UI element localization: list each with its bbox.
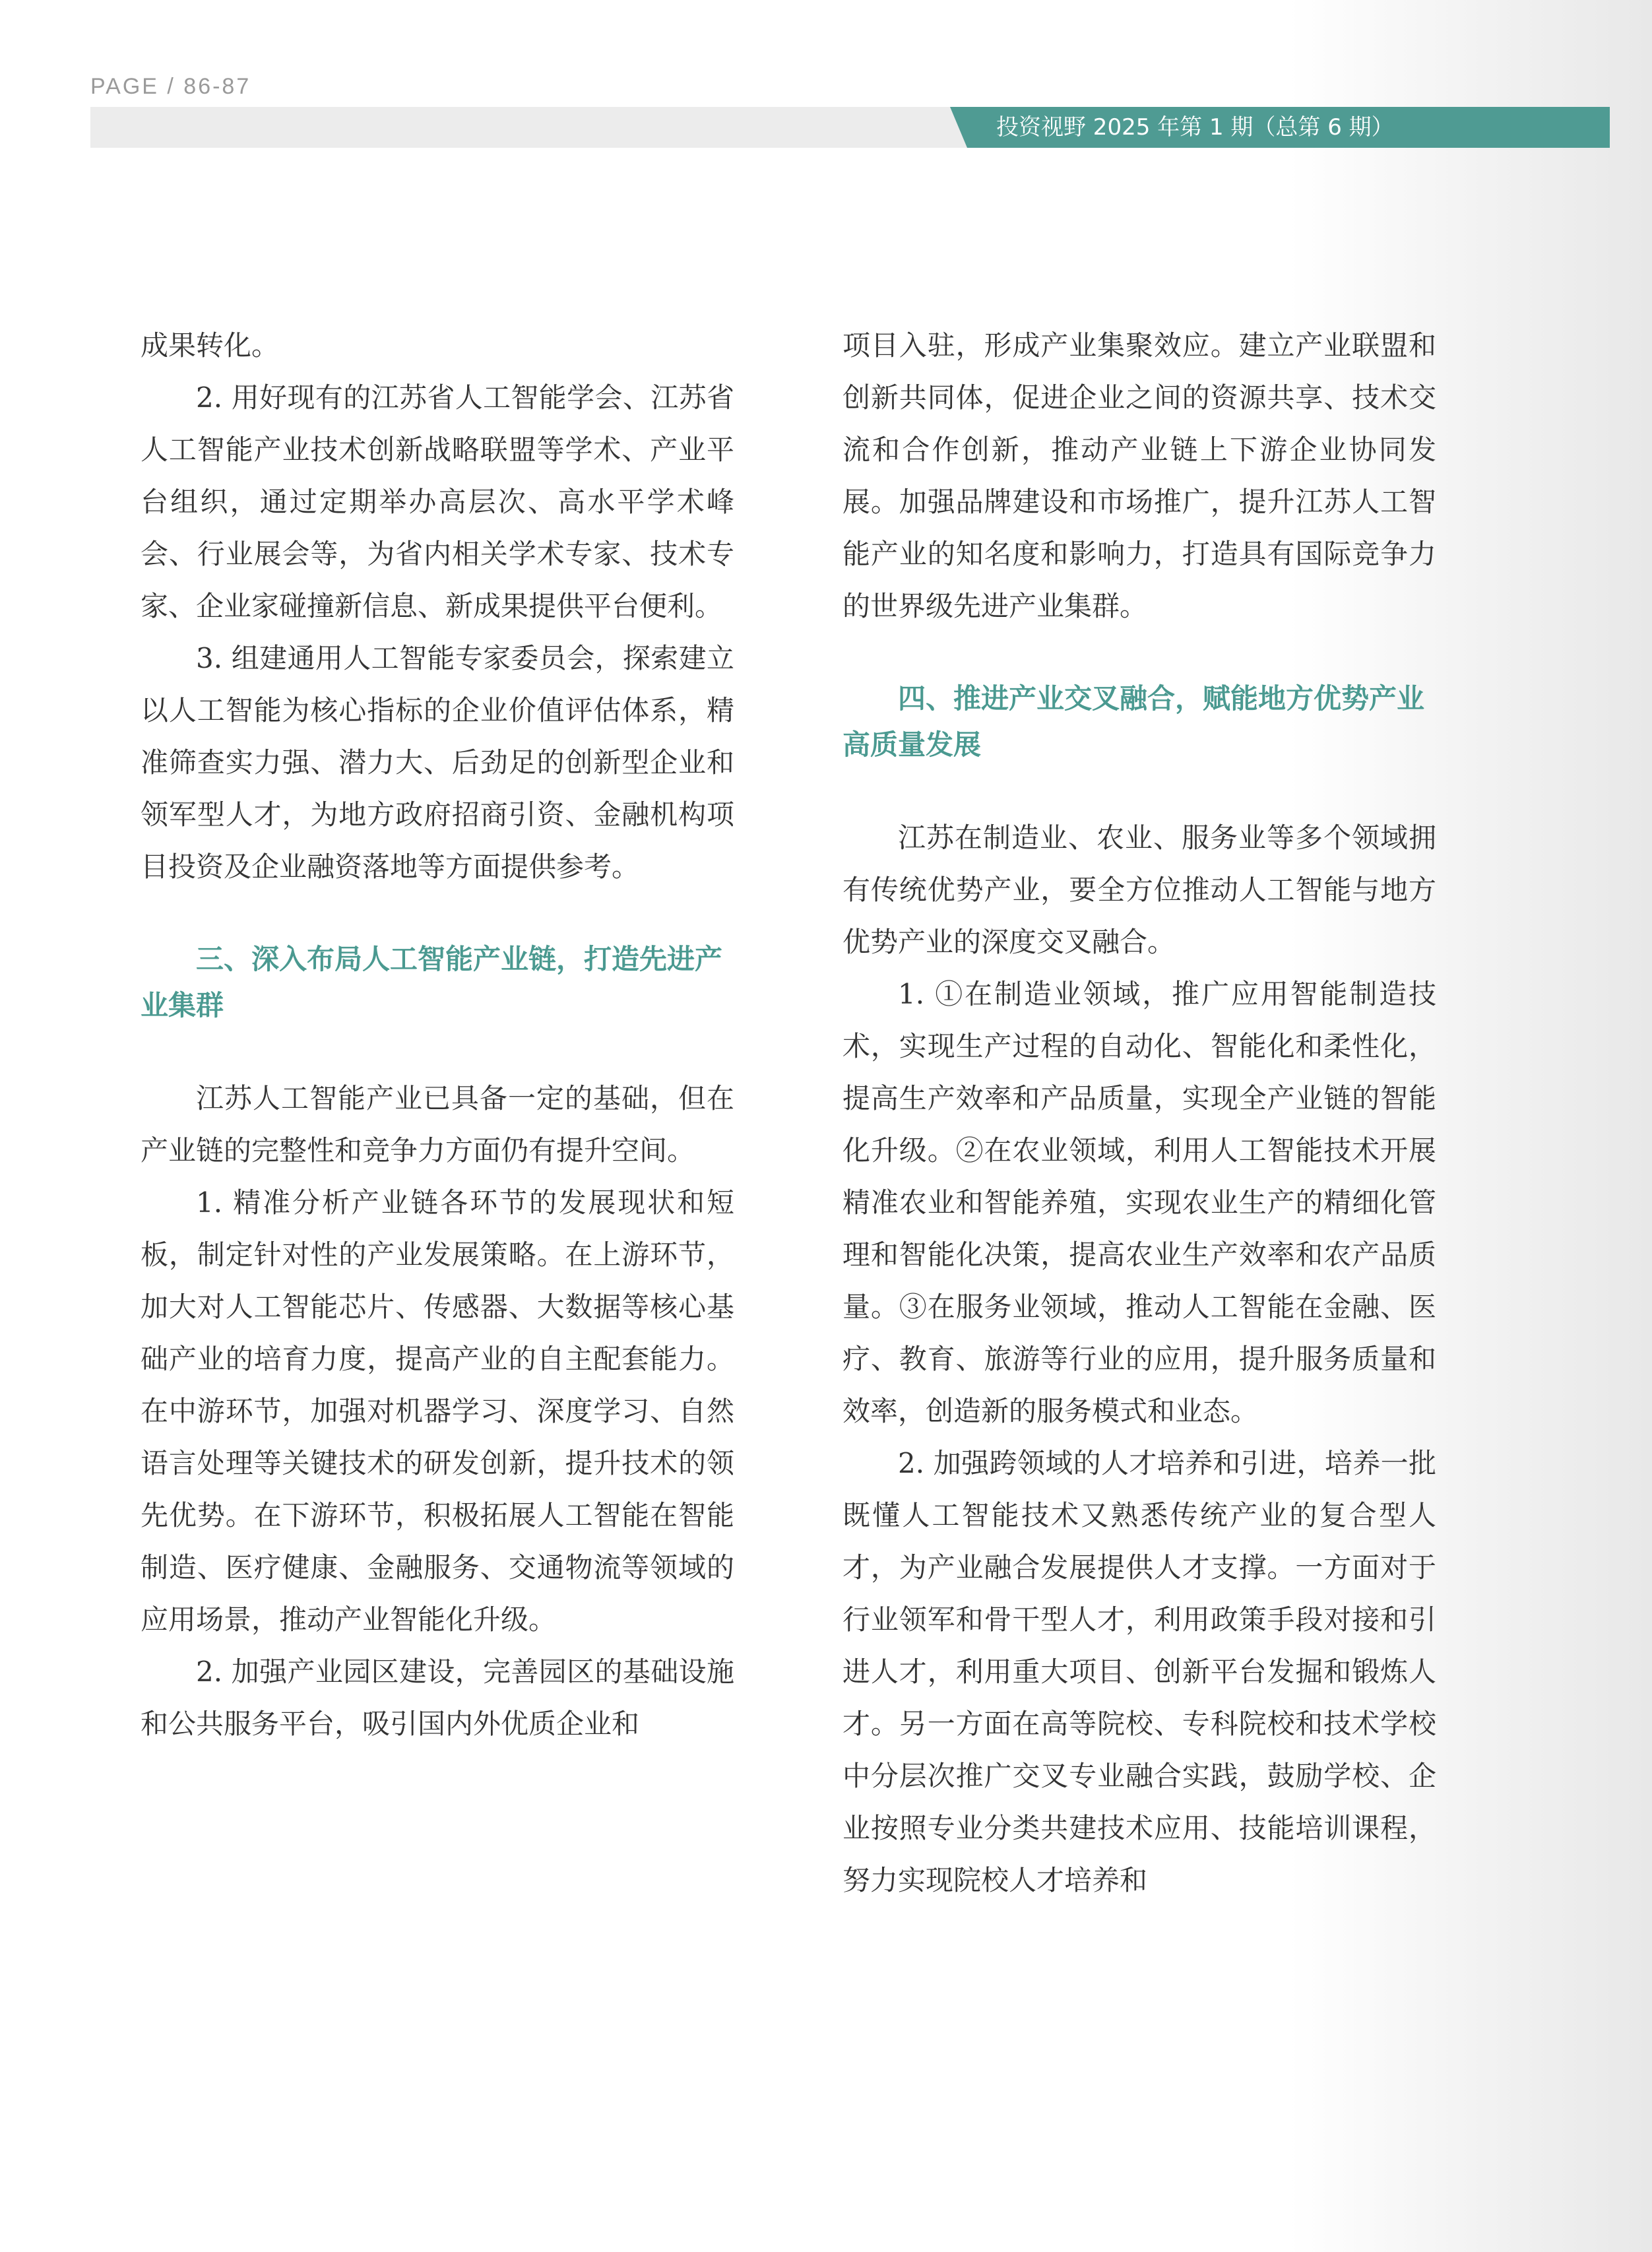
paragraph: 2. 用好现有的江苏省人工智能学会、江苏省人工智能产业技术创新战略联盟等学术、产业平台组织，通过定期举办高层次、高水平学术峰会、行业展会等，为省内相关学术专家、技术专家、企业家碰撞新信息、新成果提供平台便利。 bbox=[141, 381, 734, 622]
paragraph: 成果转化。 bbox=[141, 329, 280, 362]
paragraph: 项目入驻，形成产业集聚效应。建立产业联盟和创新共同体，促进企业之间的资源共享、技术交流和合作创新，推动产业链上下游企业协同发展。加强品牌建设和市场推广，提升江苏人工智能产业的知名度和影响力，打造具有国际竞争力的世界级先进产业集群。 bbox=[842, 329, 1436, 622]
section-heading-4: 四、推进产业交叉融合，赋能地方优势产业高质量发展 bbox=[842, 682, 1425, 761]
right-column bbox=[842, 319, 1436, 1906]
paragraph: 江苏在制造业、农业、服务业等多个领域拥有传统优势产业，要全方位推动人工智能与地方优势产业的深度交叉融合。 bbox=[842, 821, 1436, 958]
paragraph: 1. 精准分析产业链各环节的发展现状和短板，制定针对性的产业发展策略。在上游环节，加大对人工智能芯片、传感器、大数据等核心基础产业的培育力度，提高产业的自主配套能力。在中游环节，加强对机器学习、深度学习、自然语言处理等关键技术的研发创新，提升技术的领先优势。在下游环节，积极拓展人工智能在智能制造、医疗健康、金融服务、交通物流等领域的应用场景，推动产业智能化升级。 bbox=[141, 1186, 734, 1636]
paragraph: 2. 加强跨领域的人才培养和引进，培养一批既懂人工智能技术又熟悉传统产业的复合型人才，为产业融合发展提供人才支撑。一方面对于行业领军和骨干型人才，利用政策手段对接和引进人才，利用重大项目、创新平台发掘和锻炼人才。另一方面在高等院校、专科院校和技术学校中分层次推广交叉专业融合实践，鼓励学校、企业按照专业分类共建技术应用、技能培训课程，努力实现院校人才培养和 bbox=[842, 1447, 1436, 1896]
left-column bbox=[141, 319, 734, 1750]
page-number: PAGE / 86-87 bbox=[90, 74, 251, 99]
paragraph: 3. 组建通用人工智能专家委员会，探索建立以人工智能为核心指标的企业价值评估体系，精准筛查实力强、潜力大、后劲足的创新型企业和领军型人才，为地方政府招商引资、金融机构项目投资及企业融资落地等方面提供参考。 bbox=[141, 642, 734, 883]
journal-issue-title: 投资视野 2025 年第 1 期（总第 6 期） bbox=[996, 114, 1394, 141]
paragraph: 1. ①在制造业领域，推广应用智能制造技术，实现生产过程的自动化、智能化和柔性化，提高生产效率和产品质量，实现全产业链的智能化升级。②在农业领域，利用人工智能技术开展精准农业和智能养殖，实现农业生产的精细化管理和智能化决策，提高农业生产效率和农产品质量。③在服务业领域，推动人工智能在金融、医疗、教育、旅游等行业的应用，提升服务质量和效率，创造新的服务模式和业态。 bbox=[842, 978, 1436, 1427]
paragraph: 江苏人工智能产业已具备一定的基础，但在产业链的完整性和竞争力方面仍有提升空间。 bbox=[141, 1082, 734, 1167]
paragraph: 2. 加强产业园区建设，完善园区的基础设施和公共服务平台，吸引国内外优质企业和 bbox=[141, 1656, 734, 1740]
section-heading-3: 三、深入布局人工智能产业链，打造先进产业集群 bbox=[141, 943, 723, 1021]
